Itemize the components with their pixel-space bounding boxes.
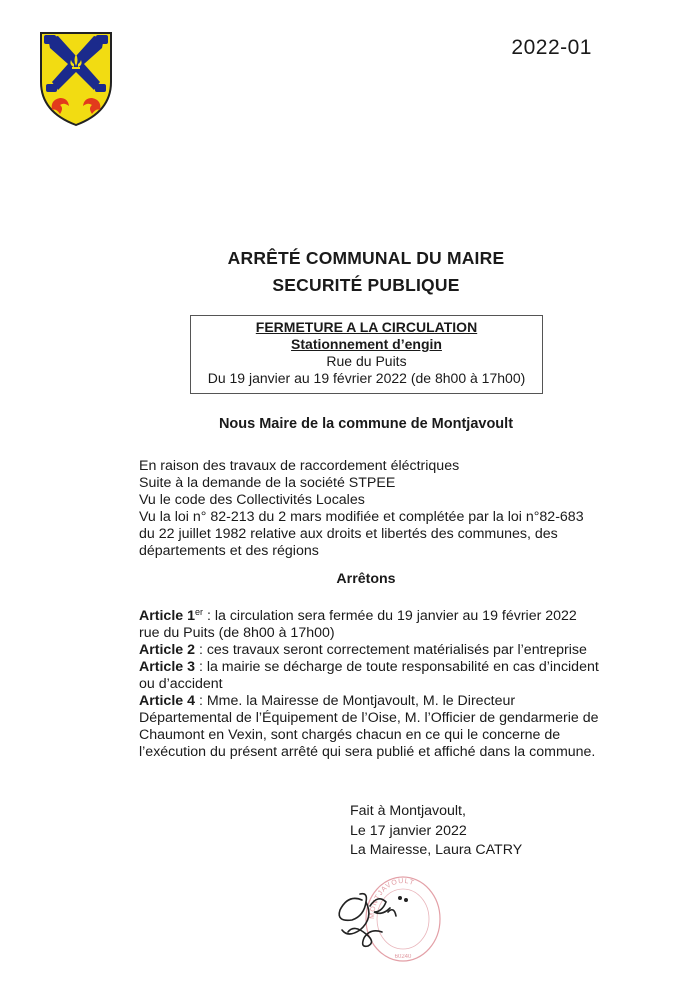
document-number: 2022-01 <box>511 36 592 59</box>
coat-of-arms-logo <box>38 30 114 128</box>
document-title: ARRÊTÉ COMMUNAL DU MAIRE <box>227 248 505 268</box>
subject-box <box>190 315 543 394</box>
signatory-name: La Mairesse, Laura CATRY <box>350 842 523 858</box>
document-subtitle: SECURITÉ PUBLIQUE <box>272 275 460 295</box>
closing-block <box>350 802 522 861</box>
closing-date: Le 17 janvier 2022 <box>350 822 467 839</box>
subject-subheading: Stationnement d’engin <box>291 336 442 352</box>
articles-list <box>139 608 599 761</box>
article-text: : Mme. la Mairesse de Montjavoult, M. le Directeur Départemental de l’Équipement de l’Oise, M. l’Officier de gendarmerie de Chaumont en Vexin, sont chargés chacun en ce qui le concerne de l’exécution du présent arrêté qui sera publié et affiché dans la commune. <box>139 693 599 760</box>
article-label: Article 1 <box>139 608 195 624</box>
article-1 <box>139 608 599 642</box>
article-label-sup: er <box>195 607 204 617</box>
stamp-text: MONTJAVOULT <box>368 877 416 920</box>
article-label: Article 2 <box>139 642 195 658</box>
decree-heading: Arrêtons <box>336 571 396 587</box>
closing-place: Fait à Montjavoult, <box>350 803 466 819</box>
article-text: : la circulation sera fermée du 19 janvier au 19 février 2022 rue du Puits (de 8h00 à 17h00) <box>139 608 577 641</box>
handwritten-signature <box>330 872 460 952</box>
article-2 <box>139 642 599 659</box>
article-3 <box>139 659 599 693</box>
article-label: Article 4 <box>139 693 195 709</box>
consideration-item: Vu la loi n° 82-213 du 2 mars modifiée et complétée par la loi n°82-683 du 22 juillet 1982 relative aux droits et libertés des communes, des départements et des régions <box>139 509 584 559</box>
article-text: : ces travaux seront correctement matérialisés par l’entreprise <box>195 642 587 658</box>
article-text: : la mairie se décharge de toute responsabilité en cas d’incident ou d’accident <box>139 659 599 692</box>
article-label: Article 3 <box>139 659 195 675</box>
consideration-item: En raison des travaux de raccordement éléctriques <box>139 458 460 474</box>
consideration-item: Suite à la demande de la société STPEE <box>139 475 396 491</box>
stamp-postal: 60240 <box>394 954 412 960</box>
considerations-list <box>139 458 599 560</box>
subject-dates: Du 19 janvier au 19 février 2022 (de 8h00 à 17h00) <box>207 370 526 386</box>
subject-heading: FERMETURE A LA CIRCULATION <box>255 319 478 335</box>
article-4 <box>139 693 599 761</box>
intro-statement: Nous Maire de la commune de Montjavoult <box>218 416 514 432</box>
consideration-item: Vu le code des Collectivités Locales <box>139 492 365 508</box>
subject-location: Rue du Puits <box>326 353 407 369</box>
